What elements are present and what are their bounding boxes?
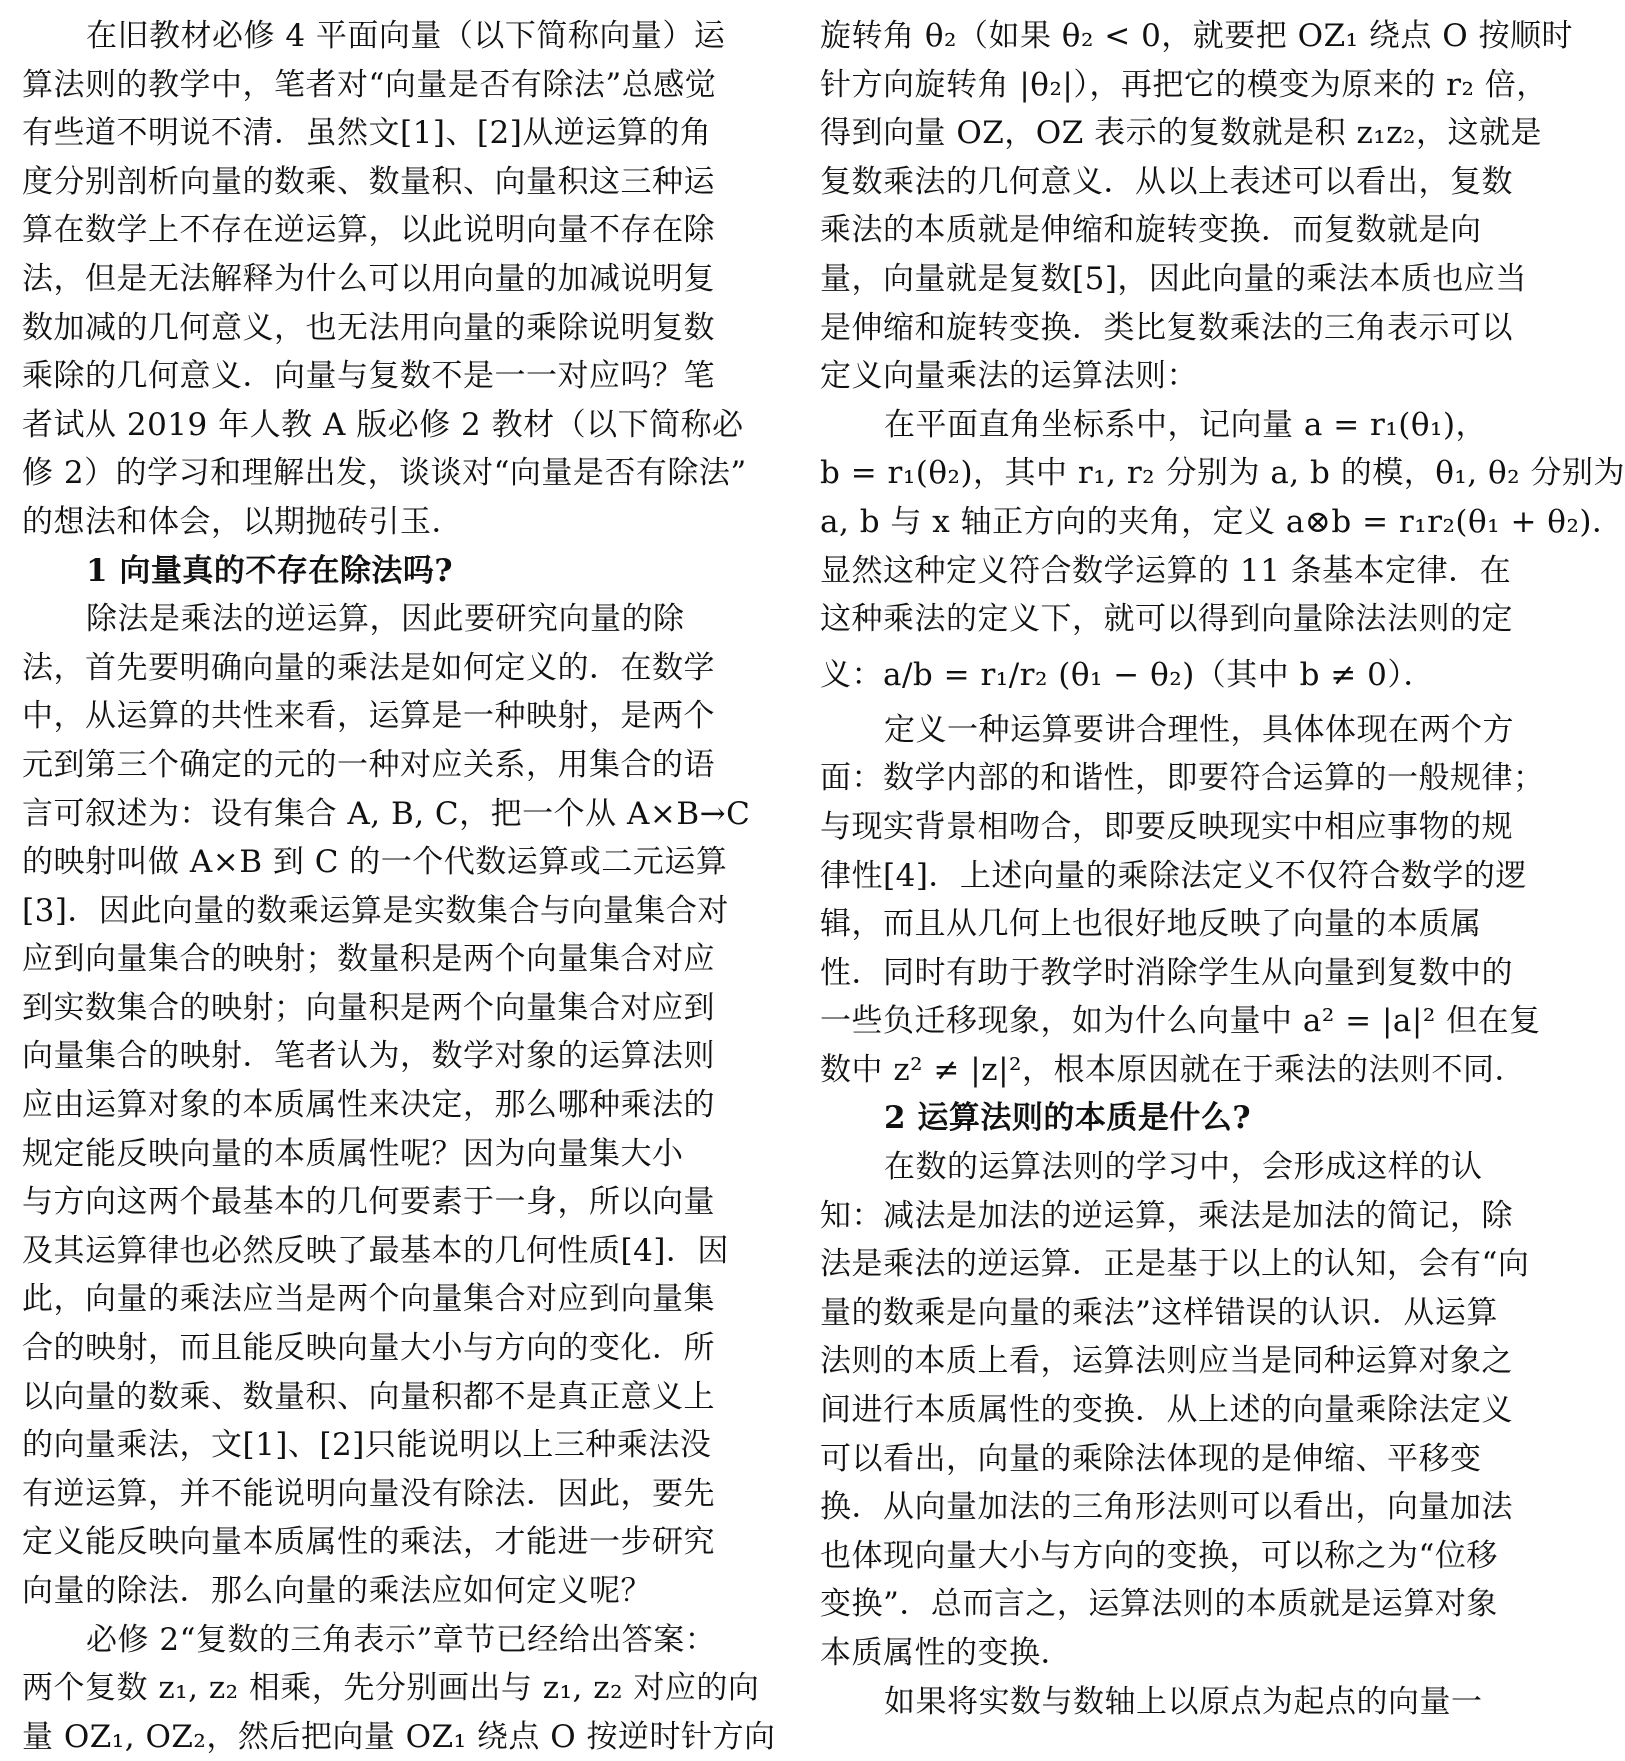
text-line: 必修 2“复数的三角表示”章节已经给出答案： bbox=[86, 1621, 717, 1658]
text-line: 法，但是无法解释为什么可以用向量的加减说明复 bbox=[22, 260, 715, 297]
text-line: 算法则的教学中，笔者对“向量是否有除法”总感觉 bbox=[22, 66, 717, 103]
text-line: 法则的本质上看，运算法则应当是同种运算对象之 bbox=[820, 1343, 1513, 1380]
text-line: 可以看出，向量的乘除法体现的是伸缩、平移变 bbox=[820, 1440, 1482, 1477]
text-line: 性．同时有助于教学时消除学生从向量到复数中的 bbox=[820, 954, 1513, 991]
text-line: 也体现向量大小与方向的变换，可以称之为“位移 bbox=[820, 1537, 1498, 1574]
text-line: 到实数集合的映射；向量积是两个向量集合对应到 bbox=[22, 989, 715, 1026]
text-line: 义：a/b = r₁/r₂ (θ₁ − θ₂)（其中 b ≠ 0）． bbox=[820, 656, 1435, 693]
text-line: 合的映射，而且能反映向量大小与方向的变化．所 bbox=[22, 1330, 715, 1367]
text-line: 在平面直角坐标系中，记向量 a = r₁(θ₁)， bbox=[884, 406, 1488, 443]
text-line: 除法是乘法的逆运算，因此要研究向量的除 bbox=[86, 601, 685, 638]
text-line: 数中 z² ≠ |z|²，根本原因就在于乘法的法则不同． bbox=[820, 1051, 1526, 1088]
text-line: 法是乘法的逆运算．正是基于以上的认知，会有“向 bbox=[820, 1246, 1530, 1283]
text-line: 应到向量集合的映射；数量积是两个向量集合对应 bbox=[22, 941, 715, 978]
text-line: 数加减的几何意义，也无法用向量的乘除说明复数 bbox=[22, 309, 715, 346]
text-line: a, b 与 x 轴正方向的夹角，定义 a⊗b = r₁r₂(θ₁ + θ₂)． bbox=[820, 503, 1624, 540]
section-heading: 1 向量真的不存在除法吗? bbox=[86, 552, 454, 589]
text-line: 这种乘法的定义下，就可以得到向量除法法则的定 bbox=[820, 601, 1513, 638]
text-line: 乘法的本质就是伸缩和旋转变换．而复数就是向 bbox=[820, 212, 1482, 249]
text-line: 与方向这两个最基本的几何要素于一身，所以向量 bbox=[22, 1184, 715, 1221]
text-line: 有逆运算，并不能说明向量没有除法．因此，要先 bbox=[22, 1475, 715, 1512]
text-line: 复数乘法的几何意义．从以上表述可以看出，复数 bbox=[820, 163, 1513, 200]
right-column bbox=[820, 12, 1625, 1726]
left-column bbox=[22, 12, 776, 1761]
text-line: 规定能反映向量的本质属性呢？因为向量集大小 bbox=[22, 1135, 684, 1172]
text-line: 律性[4]．上述向量的乘除法定义不仅符合数学的逻 bbox=[820, 857, 1527, 894]
text-line: 此，向量的乘法应当是两个向量集合对应到向量集 bbox=[22, 1281, 715, 1318]
text-line: 辑，而且从几何上也很好地反映了向量的本质属 bbox=[820, 906, 1482, 943]
text-line: 换．从向量加法的三角形法则可以看出，向量加法 bbox=[820, 1489, 1513, 1526]
text-line: 度分别剖析向量的数乘、数量积、向量积这三种运 bbox=[22, 163, 715, 200]
text-line: 向量集合的映射．笔者认为，数学对象的运算法则 bbox=[22, 1038, 715, 1075]
text-line: 量，向量就是复数[5]，因此向量的乘法本质也应当 bbox=[820, 260, 1527, 297]
text-line: 修 2）的学习和理解出发，谈谈对“向量是否有除法” bbox=[22, 455, 747, 492]
text-line: 定义一种运算要讲合理性，具体体现在两个方 bbox=[884, 711, 1514, 748]
text-line: 显然这种定义符合数学运算的 11 条基本定律．在 bbox=[820, 552, 1512, 589]
text-line: 定义向量乘法的运算法则： bbox=[820, 358, 1198, 395]
text-line: 知：减法是加法的逆运算，乘法是加法的简记，除 bbox=[820, 1197, 1513, 1234]
text-line: 中，从运算的共性来看，运算是一种映射，是两个 bbox=[22, 698, 715, 735]
text-line: 如果将实数与数轴上以原点为起点的向量一 bbox=[884, 1683, 1483, 1720]
text-line: 本质属性的变换． bbox=[820, 1635, 1072, 1671]
text-line: 旋转角 θ₂（如果 θ₂ < 0，就要把 OZ₁ 绕点 O 按顺时 bbox=[820, 18, 1574, 54]
text-line: [3]．因此向量的数乘运算是实数集合与向量集合对 bbox=[22, 892, 729, 929]
text-line: 两个复数 z₁, z₂ 相乘，先分别画出与 z₁, z₂ 对应的向 bbox=[22, 1670, 760, 1707]
text-line: 得到向量 OZ，OZ 表示的复数就是积 z₁z₂，这就是 bbox=[820, 115, 1542, 152]
section-heading: 2 运算法则的本质是什么? bbox=[884, 1100, 1252, 1137]
text-line: 者试从 2019 年人教 A 版必修 2 教材（以下简称必 bbox=[22, 406, 744, 443]
text-line: 及其运算律也必然反映了最基本的几何性质[4]．因 bbox=[22, 1232, 729, 1269]
text-line: 是伸缩和旋转变换．类比复数乘法的三角表示可以 bbox=[820, 309, 1513, 346]
text-line: 在旧教材必修 4 平面向量（以下简称向量）运 bbox=[86, 18, 726, 54]
text-line: 一些负迁移现象，如为什么向量中 a² = |a|² 但在复 bbox=[820, 1003, 1541, 1040]
text-line: 的想法和体会，以期抛砖引玉． bbox=[22, 503, 463, 540]
text-line: 定义能反映向量本质属性的乘法，才能进一步研究 bbox=[22, 1524, 715, 1561]
text-line: 量 OZ₁, OZ₂，然后把向量 OZ₁ 绕点 O 按逆时针方向 bbox=[22, 1718, 776, 1755]
text-line: 与现实背景相吻合，即要反映现实中相应事物的规 bbox=[820, 808, 1513, 845]
text-line: 有些道不明说不清．虽然文[1]、[2]从逆运算的角 bbox=[22, 115, 712, 152]
text-line: 变换”．总而言之，运算法则的本质就是运算对象 bbox=[820, 1586, 1498, 1623]
text-line: 元到第三个确定的元的一种对应关系，用集合的语 bbox=[22, 746, 715, 783]
text-line: 向量的除法．那么向量的乘法应如何定义呢？ bbox=[22, 1573, 652, 1609]
text-line: 的映射叫做 A×B 到 C 的一个代数运算或二元运算 bbox=[22, 844, 728, 881]
text-line: 以向量的数乘、数量积、向量积都不是真正意义上 bbox=[22, 1378, 715, 1415]
text-line: 面：数学内部的和谐性，即要符合运算的一般规律； bbox=[820, 760, 1545, 797]
text-line: 间进行本质属性的变换．从上述的向量乘除法定义 bbox=[820, 1392, 1513, 1429]
text-line: 针方向旋转角 |θ₂|），再把它的模变为原来的 r₂ 倍， bbox=[820, 66, 1548, 103]
text-line: 言可叙述为：设有集合 A, B, C，把一个从 A×B→C bbox=[22, 795, 751, 832]
text-line: 量的数乘是向量的乘法”这样错误的认识．从运算 bbox=[820, 1294, 1498, 1331]
text-line: 在数的运算法则的学习中，会形成这样的认 bbox=[884, 1149, 1483, 1186]
text-line: 乘除的几何意义．向量与复数不是一一对应吗？笔 bbox=[22, 358, 715, 395]
text-line: 算在数学上不存在逆运算，以此说明向量不存在除 bbox=[22, 212, 715, 249]
text-line: 法，首先要明确向量的乘法是如何定义的．在数学 bbox=[22, 649, 715, 686]
text-line: b = r₁(θ₂)，其中 r₁, r₂ 分别为 a, b 的模，θ₁, θ₂ 分别为 bbox=[820, 455, 1625, 492]
text-line: 的向量乘法，文[1]、[2]只能说明以上三种乘法没 bbox=[22, 1427, 712, 1464]
text-line: 应由运算对象的本质属性来决定，那么哪种乘法的 bbox=[22, 1087, 715, 1124]
